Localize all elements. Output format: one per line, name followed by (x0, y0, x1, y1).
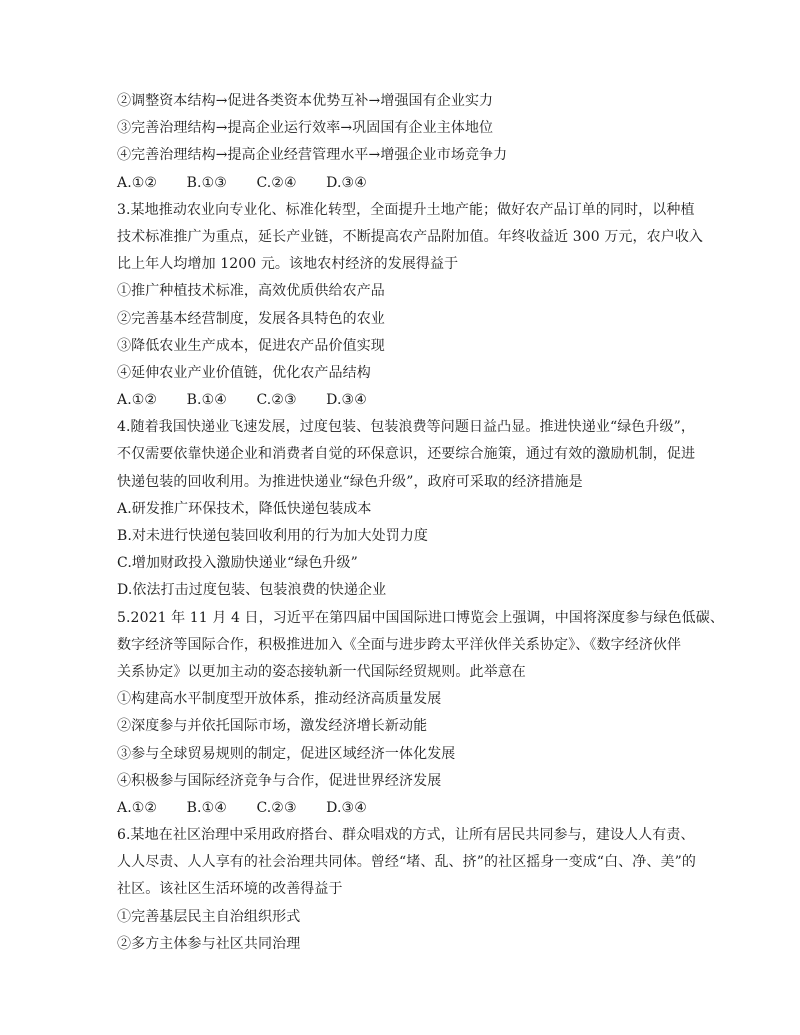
question-stem-line: 技术标准推广为重点，延长产业链，不断提高农产品附加值。年终收益近 300 万元，农户收入 (117, 228, 704, 245)
choice-c: C.②③ (256, 799, 297, 816)
question-option-line: ③参与全球贸易规则的制定，促进区域经济一体化发展 (117, 745, 456, 762)
question-stem-line: 比上年人均增加 1200 元。该地农村经济的发展得益于 (117, 256, 459, 273)
question-option-line: C.增加财政投入激励快递业“绿色升级” (117, 555, 358, 572)
exam-content (117, 88, 724, 958)
choice-b: B.①④ (186, 392, 227, 409)
question-option-line: ③降低农业生产成本，促进农产品价值实现 (117, 337, 385, 354)
question-option-line: ②完善基本经营制度，发展各具特色的农业 (117, 310, 385, 327)
question-2-block (117, 88, 717, 197)
question-stem-line: 6.某地在社区治理中采用政府搭台、群众唱戏的方式，让所有居民共同参与，建设人人有责、 (117, 827, 695, 844)
question-5-block (117, 605, 724, 823)
question-stem-line: 人人尽责、人人享有的社会治理共同体。曾经“堵、乱、挤”的社区摇身一变成“白、净、美”的 (117, 854, 696, 871)
answer-choices-row (117, 170, 717, 197)
answer-choices-row (117, 387, 717, 414)
choice-d: D.③④ (326, 174, 367, 191)
question-option-line: ①推广种植技术标准，高效优质供给农产品 (117, 283, 385, 300)
question-option-line: ③完善治理结构→提高企业运行效率→巩固国有企业主体地位 (117, 120, 494, 137)
question-stem-line: 5.2021 年 11 月 4 日，习近平在第四届中国国际进口博览会上强调，中国将深度参与绿色低碳、 (117, 609, 724, 626)
question-stem-line: 社区。该社区生活环境的改善得益于 (117, 881, 343, 898)
question-stem-line: 关系协定》以更加主动的姿态接轨新一代国际经贸规则。此举意在 (117, 663, 526, 680)
choice-c: C.②③ (256, 392, 297, 409)
choice-a: A.①② (117, 799, 158, 816)
question-option-line: ①完善基层民主自治组织形式 (117, 908, 301, 925)
choice-d: D.③④ (326, 392, 367, 409)
question-6-block (117, 822, 717, 958)
question-stem-line: 数字经济等国际合作，积极推进加入《全面与进步跨太平洋伙伴关系协定》、《数字经济伙伴 (117, 636, 682, 653)
question-option-line: ④积极参与国际经济竞争与合作，促进世界经济发展 (117, 772, 442, 789)
choice-a: A.①② (117, 174, 158, 191)
choice-c: C.②④ (256, 174, 297, 191)
question-stem-line: 3.某地推动农业向专业化、标准化转型，全面提升土地产能；做好农产品订单的同时，以种植 (117, 201, 695, 218)
question-stem-line: 4.随着我国快递业飞速发展，过度包装、包装浪费等问题日益凸显。推进快递业“绿色升级”， (117, 419, 695, 436)
answer-choices-row (117, 795, 717, 822)
choice-a: A.①② (117, 392, 158, 409)
question-option-line: ②多方主体参与社区共同治理 (117, 935, 301, 952)
question-option-line: B.对未进行快递包装回收利用的行为加大处罚力度 (117, 528, 429, 544)
choice-b: B.①④ (186, 799, 227, 816)
question-4-block (117, 414, 717, 604)
question-stem-line: 快递包装的回收利用。为推进快递业“绿色升级”，政府可采取的经济措施是 (117, 473, 583, 490)
question-option-line: ②调整资本结构→促进各类资本优势互补→增强国有企业实力 (117, 93, 494, 109)
question-option-line: A.研发推广环保技术，降低快递包装成本 (117, 500, 372, 517)
question-option-line: D.依法打击过度包装、包装浪费的快递企业 (117, 582, 387, 599)
question-option-line: ②深度参与并依托国际市场，激发经济增长新动能 (117, 718, 428, 735)
choice-d: D.③④ (326, 799, 367, 816)
question-option-line: ①构建高水平制度型开放体系，推动经济高质量发展 (117, 691, 442, 708)
question-option-line: ④完善治理结构→提高企业经营管理水平→增强企业市场竞争力 (117, 147, 508, 164)
question-3-block (117, 197, 717, 415)
choice-b: B.①③ (186, 174, 227, 191)
question-option-line: ④延伸农业产业价值链，优化农产品结构 (117, 364, 371, 381)
question-stem-line: 不仅需要依靠快递企业和消费者自觉的环保意识，还要综合施策，通过有效的激励机制，促进 (117, 446, 696, 463)
